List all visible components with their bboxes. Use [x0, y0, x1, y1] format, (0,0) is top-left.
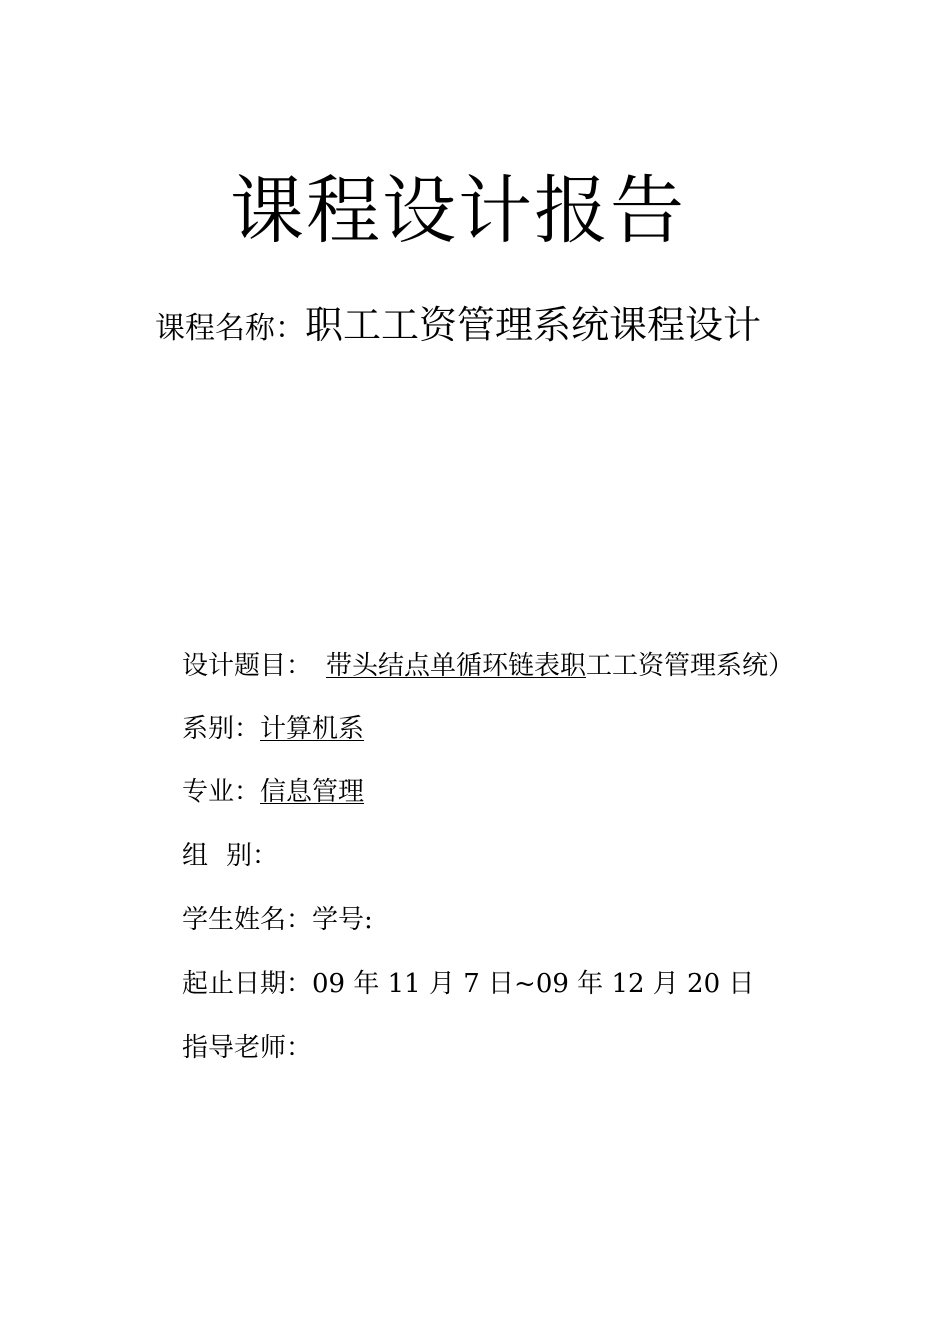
dates-line [182, 964, 754, 1004]
advisor-line [182, 1028, 312, 1068]
dates-label: 起止日期： [182, 969, 313, 999]
group-line [182, 836, 278, 876]
advisor-label: 指导老师： [182, 1033, 313, 1063]
course-name-label: 课程名称： [155, 311, 305, 346]
major-line [182, 772, 364, 812]
course-name-line [155, 300, 761, 358]
design-topic-line [182, 646, 794, 686]
course-name-value: 职工工资管理系统课程设计 [305, 303, 762, 347]
department-line [182, 709, 364, 749]
department-label: 系别： [182, 714, 261, 744]
department-value: 计算机系 [260, 714, 365, 744]
group-label-a: 组 [182, 841, 209, 871]
student-label: 学生姓名：学号: [182, 905, 373, 935]
design-topic-value-rest: 工工资管理系统） [586, 651, 795, 681]
major-value: 信息管理 [260, 777, 365, 807]
report-title: 课程设计报告 [230, 168, 686, 254]
major-label: 专业： [182, 777, 261, 807]
student-line [182, 900, 373, 940]
design-topic-value-underlined: 带头结点单循环链表职 [326, 651, 587, 681]
design-topic-label: 设计题目： [182, 651, 313, 681]
group-label-b: 别： [226, 841, 279, 871]
dates-value: 09 年 11 月 7 日~09 年 12 月 20 日 [312, 969, 755, 999]
